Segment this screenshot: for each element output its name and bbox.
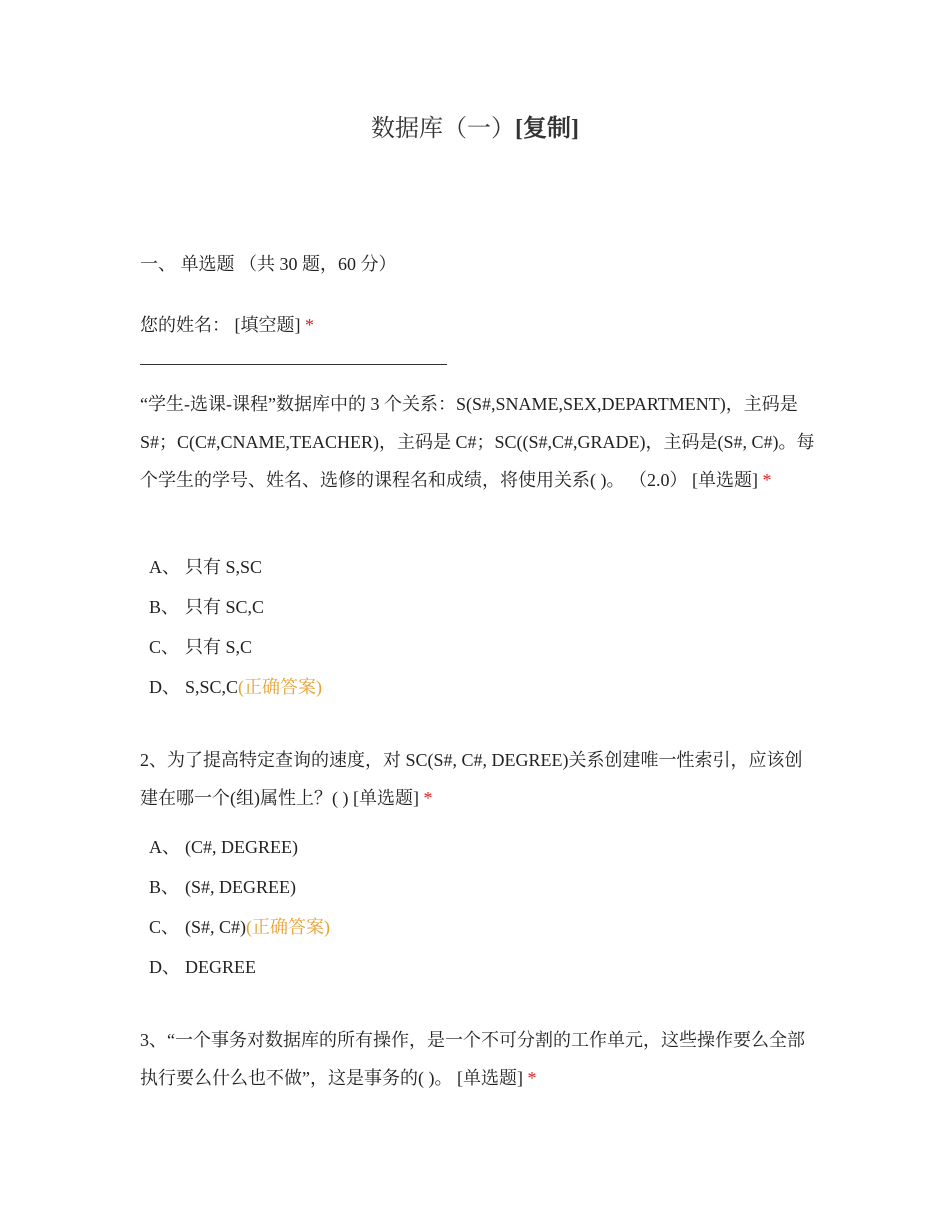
option-letter: A、: [149, 837, 180, 857]
option-a[interactable]: [149, 833, 298, 859]
option-d[interactable]: [149, 953, 256, 979]
option-c[interactable]: [149, 633, 252, 659]
question-3: [140, 1021, 815, 1097]
option-letter: D、: [149, 957, 180, 977]
question-text: 3、“一个事务对数据库的所有操作，是一个不可分割的工作单元，这些操作要么全部执行要么什么也不做”，这是事务的( )。 [单选题]: [140, 1030, 805, 1088]
option-letter: B、: [149, 597, 180, 617]
option-letter: C、: [149, 917, 180, 937]
survey-title: [0, 108, 950, 143]
option-b[interactable]: [149, 593, 264, 619]
correct-answer-tag: (正确答案): [246, 917, 331, 937]
option-letter: B、: [149, 877, 180, 897]
section-heading: 一、 单选题 （共 30 题，60 分）: [140, 254, 397, 274]
option-text: 只有 S,SC: [185, 557, 263, 577]
option-b[interactable]: [149, 873, 296, 899]
question-text: “学生-选课-课程”数据库中的 3 个关系：S(S#,SNAME,SEX,DEPARTMENT)，主码是 S#；C(C#,CNAME,TEACHER)，主码是 C#；SC((S#,C#,GRADE)，主码是(S#, C#)。每个学生的学号、姓名、选修的课程名和成绩，将使用关系( )。 （2.0） [单选题]: [140, 394, 815, 490]
option-d[interactable]: [149, 673, 322, 699]
required-mark: *: [762, 470, 772, 490]
correct-answer-tag: (正确答案): [238, 677, 323, 697]
copy-tag: [复制]: [515, 116, 579, 142]
name-question: [140, 306, 314, 344]
question-text: 2、为了提高特定查询的速度，对 SC(S#, C#, DEGREE)关系创建唯一性索引，应该创建在哪一个(组)属性上？( ) [单选题]: [140, 750, 803, 808]
name-answer-blank[interactable]: [140, 364, 447, 365]
required-mark: *: [423, 788, 433, 808]
option-text: (S#, C#): [185, 917, 247, 937]
option-text: 只有 S,C: [185, 637, 253, 657]
option-letter: C、: [149, 637, 180, 657]
option-text: S,SC,C: [185, 677, 239, 697]
option-c[interactable]: [149, 913, 330, 939]
question-1: [140, 385, 815, 499]
option-letter: A、: [149, 557, 180, 577]
name-question-text: 您的姓名： [填空题]: [140, 315, 301, 335]
required-mark: *: [305, 315, 314, 335]
option-text: 只有 SC,C: [185, 597, 265, 617]
required-mark: *: [527, 1068, 537, 1088]
survey-title-main: 数据库（一）: [371, 116, 515, 142]
option-text: DEGREE: [185, 957, 256, 977]
option-letter: D、: [149, 677, 180, 697]
option-a[interactable]: [149, 553, 262, 579]
option-text: (S#, DEGREE): [185, 877, 296, 897]
option-text: (C#, DEGREE): [185, 837, 298, 857]
question-2: [140, 741, 815, 817]
